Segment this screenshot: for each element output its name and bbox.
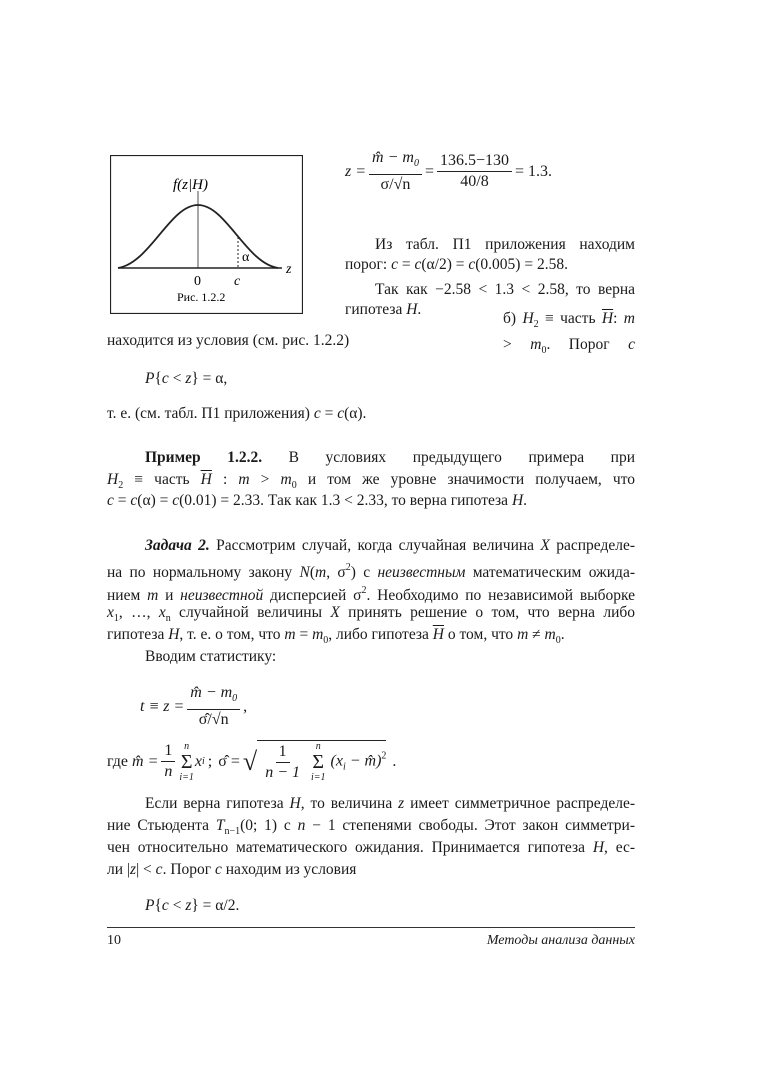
text-run: n−1 [224, 826, 241, 837]
text-run: $\overline{H}$ [200, 471, 212, 488]
text-run: z [185, 897, 192, 914]
text-run: = [295, 626, 313, 643]
zero-label: 0 [194, 274, 201, 289]
text-run: < [168, 897, 186, 914]
numerator: 1 [276, 742, 290, 763]
text-run: m [544, 626, 556, 643]
text-run: ( [309, 564, 315, 581]
text-line [375, 235, 635, 255]
text-run: c [161, 370, 169, 387]
text-line [107, 404, 366, 424]
text-run: : [613, 310, 624, 327]
text-run: порог: [345, 256, 392, 273]
text-run: находим из условия [221, 861, 357, 878]
text-run: , то величина [300, 795, 399, 812]
text-run: , σ [326, 564, 346, 581]
text-run: x [158, 604, 166, 621]
text-run: − 1 степенями свободы. Этот закон симметри- [305, 817, 635, 834]
fraction [262, 742, 303, 783]
text-run: c [130, 492, 138, 509]
formula-lhs: z = [345, 162, 367, 180]
figure-caption: Рис. 1.2.2 [177, 290, 226, 304]
text-run: m [517, 626, 529, 643]
text-run: б) [503, 310, 523, 327]
formula-t [140, 683, 247, 730]
text-run: P [145, 370, 155, 387]
text-run: . [560, 626, 565, 643]
footer-rule [107, 927, 635, 928]
text-run: c [215, 861, 222, 878]
formula-line [145, 896, 239, 916]
text-run: m [312, 626, 324, 643]
sum-body-tail: − m̂) [345, 752, 382, 770]
text-run: m [530, 336, 542, 353]
running-title: Методы анализа данных [486, 933, 635, 948]
text-run: (α/2) = [421, 256, 469, 273]
square: 2 [381, 750, 387, 762]
text-line [145, 448, 635, 468]
text-run: N [299, 564, 310, 581]
text-run: H [522, 310, 534, 327]
text-run: < [168, 370, 186, 387]
numerator: 1 [161, 741, 175, 762]
text-run: , т. е. о том, что [179, 626, 285, 643]
formula-line [145, 369, 227, 389]
text-run: x [107, 604, 114, 621]
text-run: > [249, 471, 281, 488]
formula-lhs: t ≡ z = [140, 697, 185, 715]
text-run: c [107, 492, 114, 509]
text-run: гипотеза [345, 301, 407, 318]
page-number: 10 [107, 933, 121, 948]
text-run: c [391, 256, 398, 273]
text-run: нием [107, 587, 148, 604]
text-run: 0 [323, 635, 329, 646]
figure-normal-density [110, 155, 303, 314]
text-line [107, 558, 635, 583]
sigma-lhs: σ̂ = [218, 752, 240, 770]
sum-symbol: n Σ i=1 [310, 741, 326, 783]
text-run: c [313, 405, 321, 422]
text-run: c [155, 861, 163, 878]
text-run: случайной величины [170, 604, 331, 621]
text-run: ние Стьюдента [107, 817, 216, 834]
text-run: H [592, 839, 605, 856]
text-run: H [107, 471, 119, 488]
text-run: . [523, 492, 528, 509]
text-run: , либо гипотеза [328, 626, 433, 643]
fraction [187, 683, 240, 730]
text-run: дисперсией σ [263, 587, 362, 604]
text-run: { [154, 370, 162, 387]
result: = 1.3. [515, 162, 553, 180]
text-line [145, 536, 635, 556]
text-run: . Порог [162, 861, 215, 878]
text-run: = [320, 405, 338, 422]
text-run: { [154, 897, 162, 914]
text-line [375, 280, 635, 300]
text-run: n [165, 613, 171, 624]
text-run: H [168, 626, 180, 643]
text-line [345, 255, 568, 275]
text-line [107, 838, 635, 858]
text-run: $\overline{H}$ [601, 310, 614, 327]
text-run: } = α, [191, 370, 228, 387]
fraction-values [437, 151, 512, 192]
sum-lower: i=1 [179, 771, 194, 783]
word-where: где [107, 752, 129, 770]
text-run: T [215, 817, 225, 834]
text-run: математическим ожида- [465, 564, 635, 581]
text-run: (0.005) = 2.58. [475, 256, 568, 273]
sum-body: (x [330, 752, 343, 770]
text-run: m [147, 587, 159, 604]
text-run: m [284, 626, 296, 643]
text-run: z [398, 795, 405, 812]
text-run: n [297, 817, 306, 834]
text-line [107, 331, 349, 351]
text-run: находится из условия (см. рис. 1.2.2) [107, 332, 350, 349]
x-sub: i [202, 756, 205, 767]
text-run: о том, что [443, 626, 518, 643]
text-run: $\overline{H}$ [432, 626, 444, 643]
text-run: на по нормальному закону [107, 564, 300, 581]
text-line [107, 491, 527, 511]
text-run: 2 [345, 562, 351, 573]
numerator [187, 683, 240, 710]
sum-body-sub: i [342, 761, 346, 773]
text-run: 2 [361, 585, 367, 596]
denominator: n [164, 763, 173, 780]
text-run: c [414, 256, 422, 273]
text-run: В условиях предыдущего примера при [262, 449, 635, 466]
text-run: , …, [118, 604, 159, 621]
numerator-values: 136.5−130 [437, 151, 512, 172]
denominator-values: 40/8 [460, 173, 489, 190]
text-run: 0 [541, 345, 547, 356]
text-run: (α) = [137, 492, 173, 509]
text-run: X [540, 537, 550, 554]
c-label: c [234, 274, 241, 289]
text-run: ≠ [528, 626, 545, 643]
text-run: 1 [113, 613, 119, 624]
mean-lhs: m̂ = [132, 752, 159, 770]
formula-estimates: где m̂ = $\frac{1}{n}$ n Σ i=1 x i ; σ̂ = √ $\frac{1}{n - 1}$ n Σ i=1 ($x_i$ − m̂)$^2$ . [107, 740, 397, 783]
text-run: ≡ часть [123, 471, 201, 488]
text-run: | < [136, 861, 156, 878]
text-run: Из табл. П1 приложения находим [375, 236, 635, 253]
x-var: x [194, 752, 203, 770]
num-text: m̂ − m [190, 684, 233, 701]
sum-upper: n [315, 741, 321, 752]
formula-z [345, 148, 552, 195]
text-run: Рассмотрим случай, когда случайная величина [209, 537, 541, 554]
text-run: > [503, 336, 531, 353]
text-run: 0 [555, 635, 561, 646]
text-run: Пример 1.2.2. [145, 449, 263, 466]
sum-symbol: n Σ i=1 [179, 740, 194, 783]
text-run: (0.01) = 2.33. Так как 1.3 < 2.33, то верна гипотеза [179, 492, 512, 509]
sqrt-body [257, 740, 386, 783]
num-text: m̂ − m [372, 149, 414, 166]
text-run: , ес- [604, 839, 636, 856]
num-sub: 0 [413, 158, 419, 169]
text-run: и [158, 587, 181, 604]
text-line [503, 309, 635, 361]
text-run: неизвестной [180, 587, 264, 604]
text-run: гипотеза [107, 626, 169, 643]
text-run: m [314, 564, 327, 581]
text-run: ≡ часть [538, 310, 602, 327]
fraction [161, 741, 175, 782]
text-run: (α). [344, 405, 367, 422]
text-run: : [211, 471, 239, 488]
text-run: c [161, 897, 169, 914]
denominator: n − 1 [265, 763, 300, 781]
text-run: принять решение о том, что верна либо [339, 604, 635, 621]
text-run: c [628, 336, 635, 353]
text-run: . Необходимо по независимой выборке [366, 587, 636, 604]
denominator: σ̂/√n [198, 711, 229, 728]
text-line [345, 300, 421, 320]
text-run: распределе- [549, 537, 635, 554]
numerator [369, 148, 422, 175]
text-run: ) с [350, 564, 378, 581]
text-run: . Порог [546, 336, 629, 353]
text-run: H [289, 795, 301, 812]
num-sub: 0 [232, 693, 238, 704]
ylabel: f(z|H) [173, 177, 208, 193]
text-run: 2 [533, 319, 539, 330]
text-run: Задача 2. [145, 537, 210, 554]
z-label: z [286, 262, 292, 277]
text-run: ли | [107, 861, 131, 878]
text-run: m [623, 310, 635, 327]
sum-lower: i=1 [310, 772, 326, 783]
text-line [145, 647, 276, 667]
fraction [369, 148, 422, 195]
separator: ; [207, 752, 213, 770]
denominator: σ/√n [380, 176, 411, 193]
text-run: c [337, 405, 345, 422]
text-run: P [145, 897, 155, 914]
text-run: Так как −2.58 < 1.3 < 2.58, то верна [375, 281, 635, 298]
text-run: z [130, 861, 137, 878]
text-run: z [185, 370, 192, 387]
text-run: т. е. (см. табл. П1 приложения) [107, 405, 314, 422]
text-run: = [113, 492, 131, 509]
text-run: 0 [291, 480, 297, 491]
text-run: c [172, 492, 180, 509]
text-line [145, 794, 635, 814]
period: . [392, 752, 397, 770]
text-run: . [417, 301, 422, 318]
text-run: неизвестным [377, 564, 466, 581]
text-run: X [330, 604, 340, 621]
comma: , [243, 697, 248, 715]
text-run: Если верна гипотеза [145, 795, 290, 812]
text-run: 2 [118, 480, 124, 491]
text-run: имеет симметричное распределе- [404, 795, 635, 812]
text-run: c [468, 256, 476, 273]
text-run: m [238, 471, 250, 488]
alpha-label: α [242, 250, 250, 265]
equals: = [424, 162, 434, 180]
text-run: и том же уровне значимости получаем, что [296, 471, 636, 488]
text-run: H [406, 301, 418, 318]
text-run: чен относительно математического ожидания. Принимается гипотеза [107, 839, 593, 856]
text-run: } = α/2. [191, 897, 240, 914]
sum-upper: n [184, 740, 190, 752]
text-line [107, 860, 356, 880]
text-run: Вводим статистику: [145, 648, 277, 665]
text-run: (0; 1) с [240, 817, 298, 834]
text-run: m [280, 471, 292, 488]
text-run: H [511, 492, 524, 509]
text-run: = [397, 256, 415, 273]
